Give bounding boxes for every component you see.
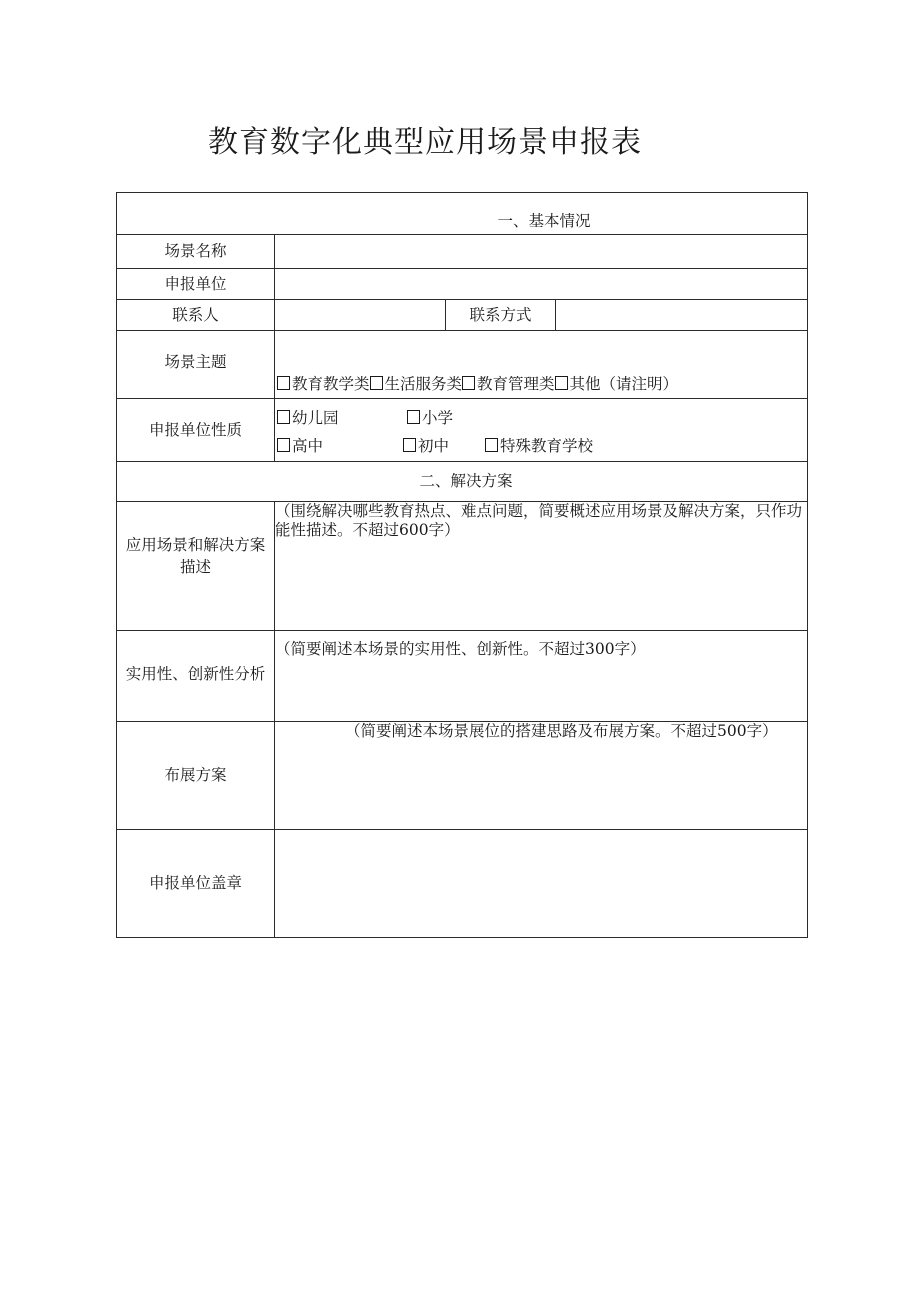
- section-basic-info-title: 一、基本情况: [497, 212, 591, 231]
- checkbox-icon[interactable]: [462, 376, 475, 390]
- nature-option-kindergarten[interactable]: [277, 409, 339, 428]
- contact-method-label: 联系方式: [446, 300, 556, 331]
- layout-plan-hint: （简要阐述本场景展位的搭建思路及布展方案。不超过500字）: [345, 722, 778, 740]
- topic-option-life-service-label: 生活服务类: [384, 375, 463, 394]
- nature-option-high-school-label: 高中: [292, 437, 324, 455]
- contact-method-field[interactable]: [556, 300, 808, 331]
- checkbox-icon[interactable]: [407, 410, 420, 424]
- form-title: 教育数字化典型应用场景申报表: [208, 125, 642, 160]
- nature-option-special-education[interactable]: [485, 437, 593, 456]
- checkbox-icon[interactable]: [277, 438, 290, 452]
- nature-option-middle-school-label: 初中: [418, 437, 450, 455]
- applicant-unit-label: 申报单位: [117, 269, 275, 300]
- nature-option-primary-label: 小学: [422, 409, 454, 427]
- topic-option-teaching-label: 教育教学类: [292, 375, 370, 394]
- unit-seal-label: 申报单位盖章: [117, 830, 275, 938]
- scene-topic-label-text: 场景主题: [164, 353, 227, 372]
- topic-option-management-label: 教育管理类: [477, 375, 555, 394]
- topic-option-other-label: 其他（请注明）: [569, 375, 679, 394]
- unit-nature-options: [275, 399, 808, 462]
- applicant-unit-field[interactable]: [275, 269, 808, 300]
- layout-plan-field[interactable]: [275, 722, 808, 830]
- solution-desc-label-line2: 描述: [179, 558, 211, 576]
- nature-option-kindergarten-label: 幼儿园: [292, 409, 339, 427]
- scene-name-field[interactable]: [275, 235, 808, 269]
- scene-topic-options: [275, 331, 808, 399]
- nature-option-middle-school[interactable]: [403, 437, 449, 456]
- solution-desc-label: [117, 502, 275, 631]
- checkbox-icon[interactable]: [277, 410, 290, 424]
- solution-desc-hint: （围绕解决哪些教育热点、难点问题，简要概述应用场景及解决方案，只作功能性描述。不超过600字）: [275, 502, 803, 539]
- section-basic-info-header: [117, 193, 808, 235]
- contact-person-field[interactable]: [275, 300, 446, 331]
- checkbox-icon[interactable]: [403, 438, 416, 452]
- nature-option-primary[interactable]: [407, 409, 453, 428]
- topic-option-other[interactable]: [555, 375, 679, 394]
- practical-analysis-label-text: 实用性、创新性分析: [125, 664, 266, 683]
- solution-desc-field[interactable]: [275, 502, 808, 631]
- practical-analysis-hint: （简要阐述本场景的实用性、创新性。不超过300字）: [275, 640, 646, 658]
- checkbox-icon[interactable]: [277, 376, 290, 390]
- section-solution-header: [117, 462, 808, 502]
- solution-desc-label-line1: 应用场景和解决方案: [125, 535, 266, 554]
- application-form-table: [116, 192, 808, 938]
- nature-option-high-school[interactable]: [277, 437, 323, 456]
- practical-analysis-label: [117, 631, 275, 722]
- nature-option-special-education-label: 特殊教育学校: [500, 437, 594, 455]
- checkbox-icon[interactable]: [485, 438, 498, 452]
- topic-option-teaching[interactable]: [277, 375, 370, 394]
- scene-name-label: 场景名称: [117, 235, 275, 269]
- practical-analysis-field[interactable]: [275, 631, 808, 722]
- layout-plan-label: 布展方案: [117, 722, 275, 830]
- unit-seal-field[interactable]: [275, 830, 808, 938]
- topic-option-management[interactable]: [462, 375, 555, 394]
- checkbox-icon[interactable]: [555, 376, 568, 390]
- contact-person-label: 联系人: [117, 300, 275, 331]
- topic-option-life-service[interactable]: [370, 375, 463, 394]
- section-solution-title: 二、解决方案: [419, 472, 513, 491]
- checkbox-icon[interactable]: [370, 376, 383, 390]
- scene-topic-label: [117, 331, 275, 399]
- unit-nature-label: 申报单位性质: [117, 399, 275, 462]
